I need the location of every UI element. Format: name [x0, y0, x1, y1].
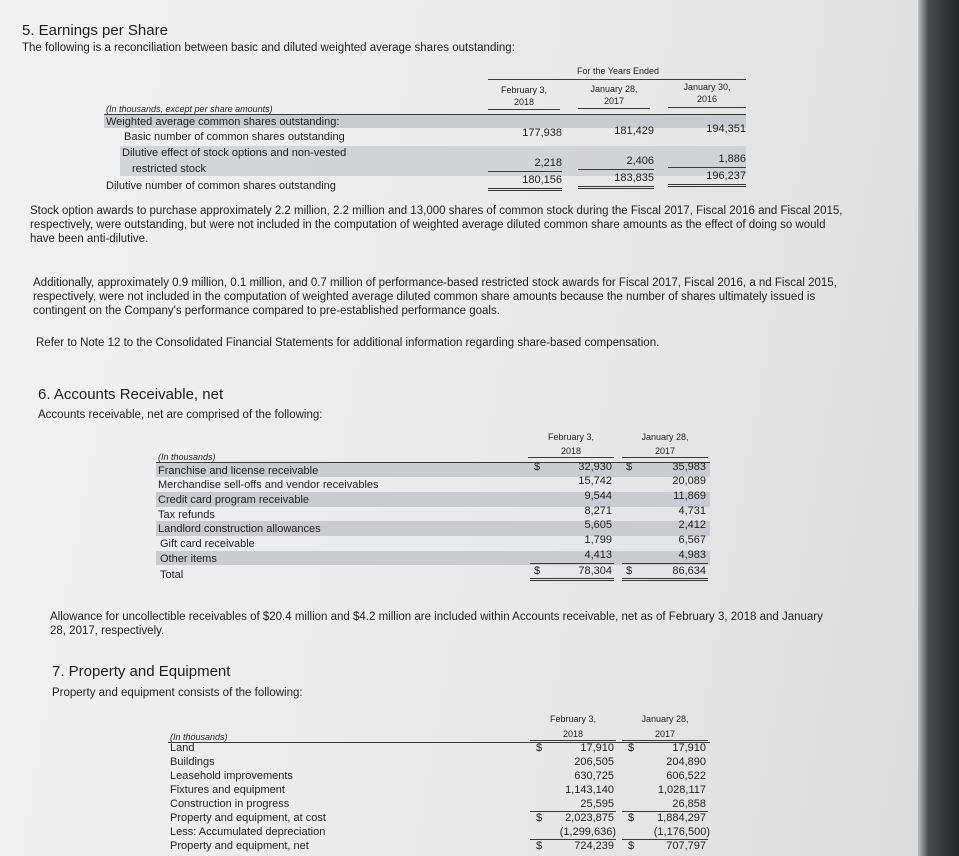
ar-row-value: 6,567	[678, 534, 706, 546]
section-intro-eps: The following is a reconciliation between basic and diluted weighted average shares outstanding:	[22, 42, 515, 54]
currency-symbol: $	[536, 840, 543, 852]
ppe-row-label: Property and equipment, at cost	[170, 812, 326, 824]
ar-row-value: 4,731	[678, 505, 706, 517]
ar-row-label: Landlord construction allowances	[158, 523, 321, 535]
ar-row-value: 4,983	[678, 549, 706, 561]
header-rule	[488, 79, 746, 80]
ar-row-label: Total	[160, 569, 184, 581]
currency-symbol: $	[628, 742, 635, 754]
ppe-row-value: (1,176,500)	[653, 826, 710, 838]
eps-row-label: Dilutive number of common shares outstanding	[106, 180, 336, 192]
eps-col3-header: January 30,	[683, 82, 731, 92]
currency-symbol: $	[536, 812, 543, 824]
ppe-units: (In thousands)	[170, 732, 228, 742]
eps-paragraph-2: Additionally, approximately 0.9 million, 0.1 million, and 0.7 million of performance-based restricted stock awards for Fiscal 2017, Fiscal 2016, a nd Fiscal 2015, respectively, were not included in the computation of weighted average diluted common share amounts because the number of shares ultimately issued is contingent on the Company's performance compared to pre-established performance goals.	[33, 277, 837, 317]
ppe-row-value: 25,595	[580, 798, 614, 810]
row-rule	[104, 114, 746, 115]
section-title-ar: 6. Accounts Receivable, net	[38, 386, 224, 403]
eps-col3-year: 2016	[696, 94, 718, 104]
page-edge-shadow	[918, 0, 959, 856]
ar-row-value: 1,799	[584, 534, 612, 546]
subtotal-rule	[668, 167, 746, 168]
ar-col2-header: January 28,	[641, 432, 689, 442]
eps-paragraph-3: Refer to Note 12 to the Consolidated Financial Statements for additional information regarding share-based compensation.	[36, 337, 660, 349]
eps-col2-header: January 28,	[590, 84, 638, 94]
ppe-row-label: Property and equipment, net	[170, 840, 309, 852]
ppe-row-value: 2,023,875	[565, 812, 614, 824]
ar-row-value: 15,742	[578, 475, 612, 487]
ar-units: (In thousands)	[158, 452, 216, 462]
section-title-eps: 5. Earnings per Share	[22, 22, 168, 39]
section-intro-ppe: Property and equipment consists of the following:	[52, 687, 303, 699]
ar-row-label: Merchandise sell-offs and vendor receivables	[158, 479, 379, 491]
col-rule	[578, 108, 650, 109]
total-double-rule	[622, 578, 708, 581]
eps-row-value: 194,351	[706, 123, 746, 135]
ar-col1-year: 2018	[560, 446, 582, 456]
eps-col2-year: 2017	[603, 96, 625, 106]
ar-row-value: 5,605	[584, 519, 612, 531]
ppe-row-value: 724,239	[574, 840, 614, 852]
total-double-rule	[488, 188, 562, 191]
currency-symbol: $	[536, 742, 543, 754]
ar-col1-header: February 3,	[547, 432, 595, 442]
eps-section-label: Weighted average common shares outstanding:	[106, 116, 340, 128]
ppe-row-value: 204,890	[666, 756, 706, 768]
eps-units: (In thousands, except per share amounts)	[106, 104, 273, 114]
currency-symbol: $	[628, 812, 635, 824]
eps-row-value: 181,429	[614, 125, 654, 137]
ar-row-value: 9,544	[584, 490, 612, 502]
ppe-row-value: 1,884,297	[657, 812, 706, 824]
ppe-row-label: Less: Accumulated depreciation	[170, 826, 326, 838]
eps-row-value: 2,218	[534, 157, 562, 169]
section-title-ppe: 7. Property and Equipment	[52, 663, 231, 680]
eps-row-label-cont: restricted stock	[132, 163, 206, 175]
ar-col2-year: 2017	[654, 446, 676, 456]
ppe-row-value: 630,725	[574, 770, 614, 782]
ar-row-value: 11,869	[673, 490, 706, 502]
subtotal-rule	[578, 169, 654, 170]
eps-row-label: Dilutive effect of stock options and non-vested	[122, 147, 347, 159]
ar-row-value: 2,412	[678, 519, 706, 531]
ar-row-label: Other items	[160, 553, 217, 565]
ar-row-label: Gift card receivable	[160, 538, 255, 550]
eps-col1-year: 2018	[513, 97, 535, 107]
subtotal-rule	[530, 563, 614, 564]
eps-row-value: 177,938	[522, 127, 562, 139]
ppe-row-label: Fixtures and equipment	[170, 784, 285, 796]
total-double-rule	[530, 578, 614, 581]
col-rule	[622, 457, 708, 458]
ppe-row-label: Buildings	[170, 756, 215, 768]
ppe-row-value: 17,910	[580, 742, 614, 754]
ar-row-value: 20,089	[672, 475, 706, 487]
ppe-col2-header: January 28,	[641, 714, 689, 724]
ppe-col1-year: 2018	[562, 729, 584, 739]
total-double-rule	[668, 184, 746, 187]
eps-row-value: 1,886	[718, 153, 746, 165]
ppe-col1-header: February 3,	[549, 714, 597, 724]
ppe-row-value: 17,910	[672, 742, 706, 754]
eps-row-label: Basic number of common shares outstanding	[124, 131, 345, 143]
ar-row-label: Tax refunds	[158, 509, 215, 521]
ppe-row-label: Construction in progress	[170, 798, 290, 810]
col-rule	[622, 740, 708, 741]
ppe-row-label: Leasehold improvements	[170, 770, 293, 782]
ppe-col2-year: 2017	[654, 729, 676, 739]
ar-row-label: Franchise and license receivable	[158, 465, 319, 477]
eps-row-value: 196,237	[706, 170, 746, 182]
period-header: For the Years Ended	[576, 66, 660, 76]
col-rule	[488, 109, 560, 110]
subtotal-rule	[488, 171, 562, 172]
eps-col1-header: February 3,	[500, 85, 548, 95]
ppe-row-label: Land	[170, 742, 195, 754]
total-double-rule	[578, 186, 654, 189]
subtotal-rule	[622, 563, 708, 564]
ppe-row-value: 606,522	[666, 770, 706, 782]
ppe-row-value: 1,143,140	[565, 784, 614, 796]
ar-row-value: 32,930	[578, 461, 612, 473]
ppe-row-value: 206,505	[574, 756, 614, 768]
eps-paragraph-1: Stock option awards to purchase approximately 2.2 million, 2.2 million and 13,000 shares of common stock during the Fiscal 2017, Fiscal 2016 and Fiscal 2015, respectively, were outstanding, but were not included in the computation of weighted average diluted common share amounts as the effect of doing so would have been anti-dilutive.	[30, 205, 843, 245]
section-intro-ar: Accounts receivable, net are comprised of the following:	[38, 409, 323, 421]
col-rule	[668, 107, 746, 108]
ar-row-value: 78,304	[578, 565, 612, 577]
ppe-row-value: 707,797	[666, 840, 706, 852]
eps-row-value: 180,156	[522, 174, 562, 186]
ppe-row-value: 26,858	[672, 798, 706, 810]
ar-row-value: 35,983	[672, 461, 706, 473]
eps-row-value: 2,406	[626, 155, 654, 167]
ppe-row-value: 1,028,117	[657, 784, 706, 796]
ppe-row-value: (1,299,636)	[559, 826, 616, 838]
ar-row-value: 4,413	[584, 549, 612, 561]
currency-symbol: $	[534, 565, 541, 577]
ar-row-value: 86,634	[672, 565, 706, 577]
currency-symbol: $	[626, 565, 633, 577]
currency-symbol: $	[534, 461, 541, 473]
ar-row-value: 8,271	[584, 505, 612, 517]
eps-row-value: 183,835	[614, 172, 654, 184]
col-rule	[530, 740, 616, 741]
currency-symbol: $	[628, 840, 635, 852]
ar-note: Allowance for uncollectible receivables of $20.4 million and $4.2 million are included within Accounts receivable, net as of February 3, 2018 and January 28, 2017, respectively.	[50, 611, 823, 637]
col-rule	[528, 457, 614, 458]
currency-symbol: $	[626, 461, 633, 473]
ar-row-label: Credit card program receivable	[158, 494, 310, 506]
